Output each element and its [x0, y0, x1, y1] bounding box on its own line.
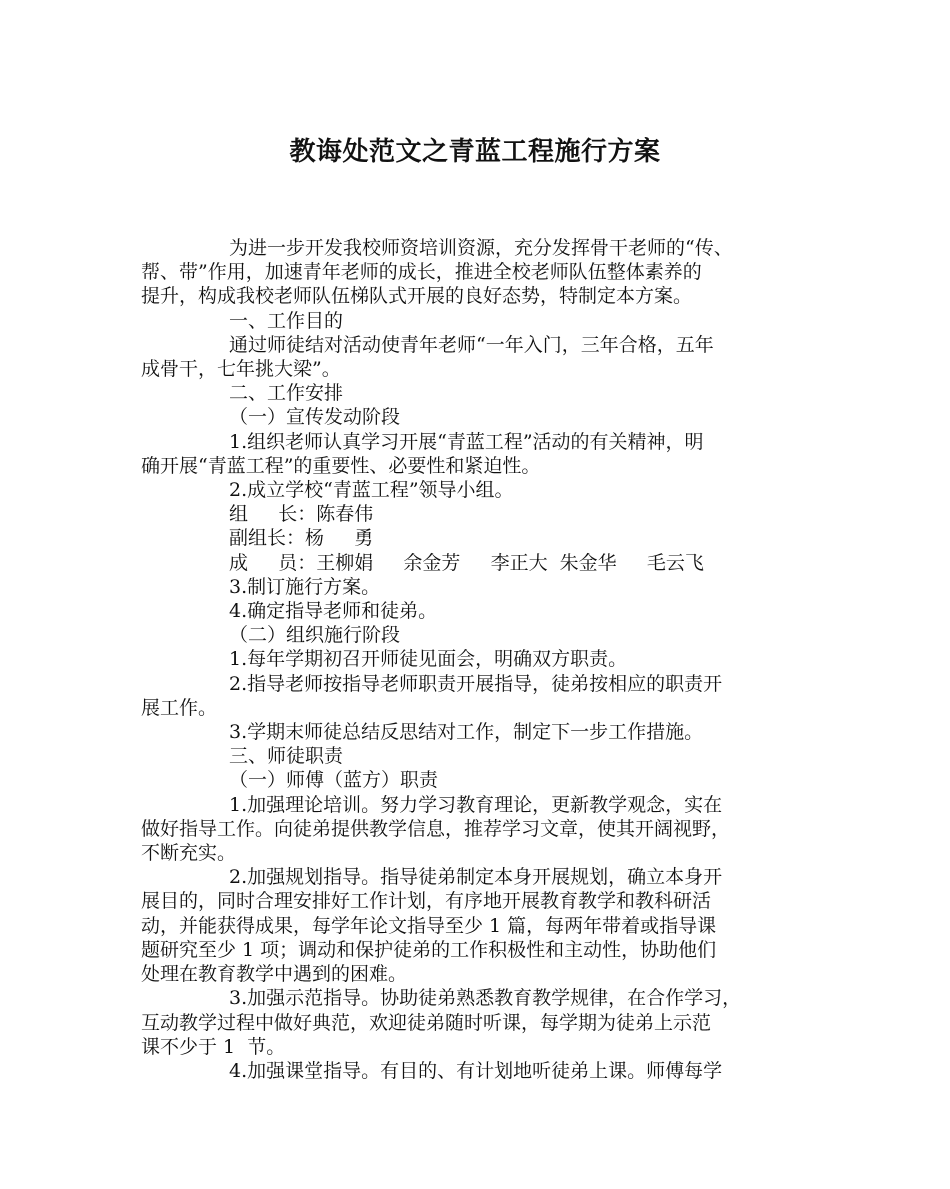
text-line: 组 长：陈春伟	[229, 503, 374, 526]
text-line: 展目的，同时合理安排好工作计划，有序地开展教育教学和教科研活	[141, 890, 712, 913]
document-title: 教诲处范文之青蓝工程施行方案	[289, 137, 661, 167]
text-line: 1.每年学期初召开师徒见面会，明确双方职责。	[229, 648, 628, 671]
text-line: 二、工作安排	[229, 382, 344, 405]
text-line: 提升，构成我校老师队伍梯队式开展的良好态势，特制定本方案。	[141, 285, 693, 308]
text-line: 4.确定指导老师和徒弟。	[229, 600, 438, 623]
text-line: 动，并能获得成果，每学年论文指导至少 1 篇，每两年带着或指导课	[141, 914, 717, 937]
text-line: 成 员：王柳娟 余金芳 李正大 朱金华 毛云飞	[229, 551, 704, 574]
text-line: 通过师徒结对活动使青年老师“一年入门，三年合格，五年	[229, 333, 714, 356]
text-line: 题研究至少 1 项；调动和保护徒弟的工作积极性和主动性，协助他们	[141, 938, 717, 961]
text-line: 确开展“青蓝工程”的重要性、必要性和紧迫性。	[141, 454, 541, 477]
text-line: 副组长：杨 勇	[229, 527, 374, 550]
text-line: 1.组织老师认真学习开展“青蓝工程”活动的有关精神，明	[229, 430, 704, 453]
text-line: （一）师傅（蓝方）职责	[229, 769, 439, 792]
text-line: （二）组织施行阶段	[229, 624, 401, 647]
text-line: 1.加强理论培训。努力学习教育理论，更新教学观念，实在	[229, 793, 723, 816]
text-line: 课不少于 1 节。	[141, 1035, 286, 1058]
document-body	[141, 236, 813, 1083]
text-line: 帮、带”作用，加速青年老师的成长，推进全校老师队伍整体素养的	[141, 261, 702, 284]
text-line: 不断充实。	[141, 842, 237, 865]
text-line: 展工作。	[141, 696, 218, 719]
text-line: （一）宣传发动阶段	[229, 406, 401, 429]
text-line: 2.成立学校“青蓝工程”领导小组。	[229, 479, 514, 502]
text-line: 为进一步开发我校师资培训资源，充分发挥骨干老师的“传、	[229, 237, 733, 259]
text-line: 三、师徒职责	[229, 745, 344, 768]
text-line: 互动教学过程中做好典范，欢迎徒弟随时听课，每学期为徒弟上示范	[141, 1011, 712, 1034]
text-line: 做好指导工作。向徒弟提供教学信息，推荐学习文章，使其开阔视野，	[141, 817, 731, 840]
text-line: 4.加强课堂指导。有目的、有计划地听徒弟上课。师傅每学	[229, 1059, 723, 1082]
text-line: 3.加强示范指导。协助徒弟熟悉教育教学规律，在合作学习，	[229, 987, 742, 1010]
text-line: 一、工作目的	[229, 309, 344, 332]
text-line: 成骨干，七年挑大梁”。	[141, 358, 341, 381]
text-line: 2.加强规划指导。指导徒弟制定本身开展规划，确立本身开	[229, 866, 723, 889]
text-line: 2.指导老师按指导老师职责开展指导，徒弟按相应的职责开	[229, 672, 723, 695]
text-line: 处理在教育教学中遇到的困难。	[141, 963, 408, 986]
text-line: 3.学期末师徒总结反思结对工作，制定下一步工作措施。	[229, 721, 704, 744]
text-line: 3.制订施行方案。	[229, 575, 381, 598]
